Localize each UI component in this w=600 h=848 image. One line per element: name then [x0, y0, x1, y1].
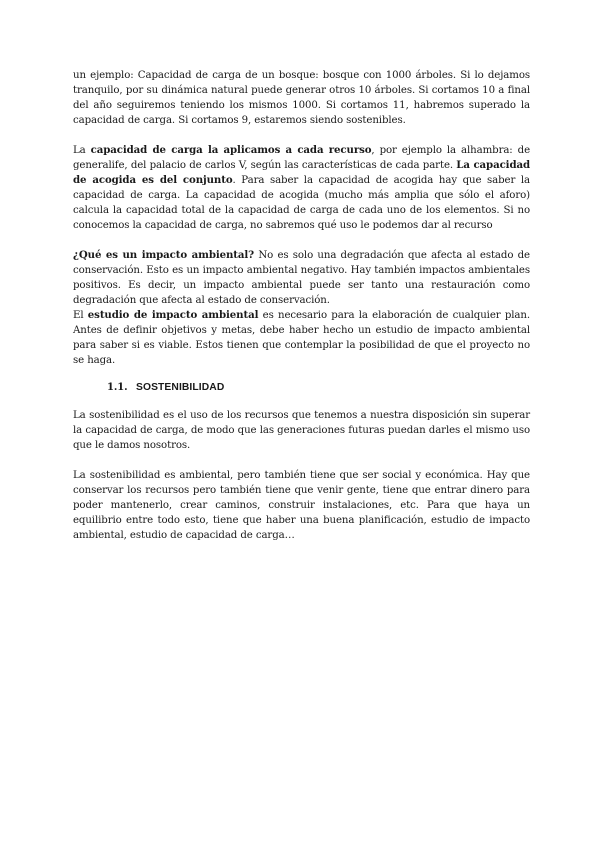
paragraph-impacto-ambiental — [73, 248, 530, 308]
paragraph-sostenibilidad-ambiental: La sostenibilidad es ambiental, pero también tiene que ser social y económica. Hay que conservar los recursos pero también tiene que venir gente, tiene que entrar dinero para poder mantenerlo, crear caminos, construir instalaciones, etc. Para que haya un equilibrio entre todo esto, tiene que haber una buena planificación, estudio de impacto ambiental, estudio de capacidad de carga… — [73, 470, 530, 541]
paragraph-capacidad-bosque: un ejemplo: Capacidad de carga de un bosque: bosque con 1000 árboles. Si lo dejamos tranquilo, por su dinámica natural puede generar otros 10 árboles. Si cortamos 10 a final del año seguiremos teniendo los mismos 1000. Si cortamos 11, habremos superado la capacidad de carga. Si cortamos 9, estaremos siendo sostenibles. — [73, 70, 530, 126]
bold-run: ¿Qué es un impacto ambiental? — [73, 249, 255, 261]
document-page — [73, 68, 530, 543]
bold-run: La capacidad de acogida es del conjunto — [73, 159, 530, 186]
paragraph-estudio-impacto — [73, 308, 530, 368]
section-heading — [73, 380, 530, 395]
text-run: es necesario para la elaboración de cualquier plan. Antes de definir objetivos y metas, debe haber hecho un estudio de impacto ambiental para saber si es viable. Estos tienen que contemplar la posibilidad de que el proyecto no se haga. — [73, 310, 530, 366]
text-run: , por ejemplo la alhambra: de generalife, del palacio de carlos V, según las características de cada parte. — [73, 145, 530, 171]
bold-run: estudio de impacto ambiental — [87, 309, 259, 321]
paragraph-sostenibilidad-definicion: La sostenibilidad es el uso de los recursos que tenemos a nuestra disposición sin superar la capacidad de carga, de modo que las generaciones futuras puedan darles el mismo uso que le damos nosotros. — [73, 410, 530, 451]
text-run: . Para saber la capacidad de acogida hay que saber la capacidad de carga. La capacidad de acogida (mucho más amplia que sólo el aforo) calcula la capacidad total de la capacidad de carga de cada uno de los elementos. Si no conocemos la capacidad de carga, no sabremos qué uso le podemos dar al recurso — [73, 175, 531, 231]
section-title: SOSTENIBILIDAD — [136, 382, 225, 393]
section-number: 1.1. — [107, 382, 128, 393]
text-run: No es solo una degradación que afecta al estado de conservación. Esto es un impacto ambiental negativo. Hay también impactos ambientales positivos. Es decir, un impacto ambiental puede ser tanto una restauración como degradación que afecta al estado de conservación. — [73, 250, 530, 306]
text-run: El — [73, 310, 88, 321]
bold-run: capacidad de carga la aplicamos a cada recurso — [90, 144, 372, 156]
text-run: La — [73, 145, 91, 156]
paragraph-capacidad-recurso — [73, 143, 530, 233]
